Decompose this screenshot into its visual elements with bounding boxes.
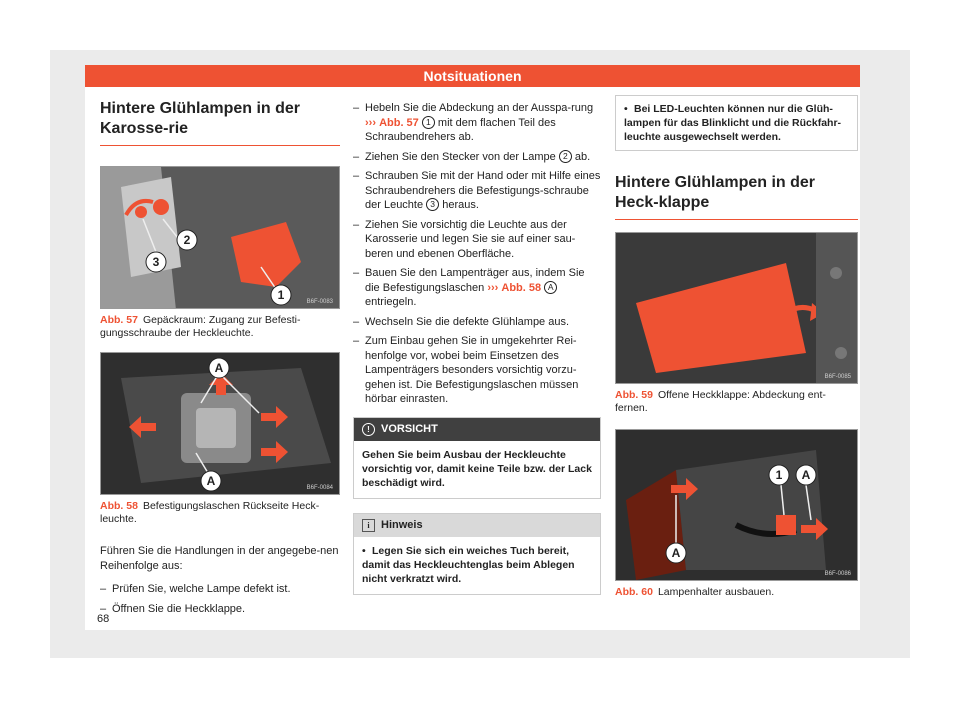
caution-icon: !	[362, 423, 375, 436]
figure-label: Abb. 58	[100, 500, 138, 512]
callout-2	[177, 230, 197, 250]
step-item: – Zum Einbau gehen Sie in umgekehrter Rei-henfolge vor, wobei beim Einsetzen des Lampenträgers besonders vorsichtig vorzu-gehen ist. Die Befestigungslaschen müssen hörbar einrasten.	[353, 335, 579, 405]
step-item: – Bauen Sie den Lampenträger aus, indem Sie die Befestigungslaschen ››› Abb. 58 A entriegeln.	[353, 267, 585, 308]
callout-A-right	[796, 465, 816, 485]
marker-badge: 1	[422, 116, 435, 129]
svg-text:3: 3	[152, 255, 160, 269]
trunk-lamp-illustration	[101, 167, 340, 309]
column-left	[100, 87, 340, 621]
note-title: Hinweis	[381, 519, 423, 531]
figure-code: B6F-0083	[306, 299, 333, 305]
step-list-middle	[353, 101, 601, 407]
chapter-header: Notsituationen	[85, 65, 860, 87]
step-item: – Öffnen Sie die Heckklappe.	[100, 602, 246, 615]
step-item: – Prüfen Sie, welche Lampe defekt ist.	[100, 583, 291, 595]
marker-badge: A	[544, 281, 557, 294]
led-note-text: • Bei LED-Leuchten können nur die Glüh-lampen für das Blinklicht und die Rückfahr-leuchte ausgewechselt werden.	[616, 96, 857, 150]
figure-57-caption	[100, 314, 340, 340]
step-item: – Ziehen Sie den Stecker von der Lampe 2 ab.	[353, 150, 591, 163]
caution-title: VORSICHT	[381, 423, 438, 435]
caution-header	[354, 418, 600, 441]
column-middle	[353, 101, 601, 595]
figure-57-image	[100, 166, 340, 309]
svg-text:A: A	[801, 468, 811, 482]
page-content	[85, 65, 860, 630]
caution-box	[353, 417, 601, 499]
step-list-left	[100, 582, 340, 616]
callout-3	[146, 252, 166, 272]
callout-1	[271, 285, 291, 305]
svg-text:2: 2	[183, 233, 191, 247]
step-item: – Wechseln Sie die defekte Glühlampe aus.	[353, 315, 570, 328]
figure-59-caption	[615, 389, 858, 415]
callout-1	[769, 465, 789, 485]
marker-badge: 3	[426, 198, 439, 211]
section-title-tailgate-lamps: Hintere Glühlampen in der Heck-klappe	[615, 173, 858, 220]
caption-text: Gepäckraum: Zugang zur Befesti-gungsschraube der Heckleuchte.	[100, 314, 301, 339]
svg-text:A: A	[671, 546, 681, 560]
step-item: – Hebeln Sie die Abdeckung an der Ausspa-rung ››› Abb. 57 1 mit dem flachen Teil des Schraubendrehers ab.	[353, 102, 594, 143]
figure-58-caption	[100, 500, 340, 526]
caption-text: Lampenhalter ausbauen.	[657, 586, 775, 598]
svg-text:A: A	[206, 474, 216, 488]
section-title-body-lamps: Hintere Glühlampen in der Karosse-rie	[100, 99, 340, 146]
caption-text: Befestigungslaschen Rückseite Heck-leuchte.	[100, 500, 320, 525]
tailgate-cover-illustration	[616, 233, 858, 384]
note-text: • Legen Sie sich ein weiches Tuch bereit, damit das Heckleuchtenglas beim Ablegen nicht verkratzt wird.	[354, 537, 600, 594]
intro-text: Führen Sie die Handlungen in der angegebe-nen Reihenfolge aus:	[100, 545, 339, 572]
figure-60-image	[615, 429, 858, 581]
callout-A-top	[209, 358, 229, 378]
step-item: – Schrauben Sie mit der Hand oder mit Hilfe eines Schraubendrehers die Befestigungs-schraube der Leuchte 3 heraus.	[353, 170, 601, 211]
note-header	[354, 514, 600, 537]
figure-58-image	[100, 352, 340, 495]
figure-code: B6F-0085	[824, 374, 851, 380]
figure-code: B6F-0086	[824, 571, 851, 577]
figure-60-caption	[615, 586, 858, 599]
marker-badge: 2	[559, 150, 572, 163]
lamp-holder-illustration	[616, 430, 858, 581]
caption-text: Offene Heckklappe: Abdeckung ent-fernen.	[615, 389, 826, 414]
figure-label: Abb. 59	[615, 389, 653, 401]
page-number: 68	[97, 613, 110, 625]
svg-text:1: 1	[775, 468, 783, 482]
svg-text:A: A	[214, 361, 224, 375]
info-icon: i	[362, 519, 375, 532]
figure-label: Abb. 57	[100, 314, 138, 326]
figure-reference[interactable]: Abb. 57	[379, 116, 419, 129]
lamp-carrier-illustration	[101, 353, 340, 495]
callout-A-left	[666, 543, 686, 563]
note-box	[353, 513, 601, 595]
column-right	[615, 95, 858, 599]
figure-reference[interactable]: Abb. 58	[501, 281, 542, 294]
led-note-box	[615, 95, 858, 151]
figure-code: B6F-0084	[306, 485, 333, 491]
svg-text:1: 1	[277, 288, 285, 302]
figure-label: Abb. 60	[615, 586, 653, 598]
step-item: – Ziehen Sie vorsichtig die Leuchte aus der Karosserie und legen Sie sie auf einer sau-beren und ebenen Oberfläche.	[353, 218, 576, 260]
caution-text: Gehen Sie beim Ausbau der Heckleuchte vorsichtig vor, damit keine Teile bzw. der Lack beschädigt wird.	[354, 441, 600, 498]
callout-A-bottom	[201, 471, 221, 491]
figure-59-image	[615, 232, 858, 384]
